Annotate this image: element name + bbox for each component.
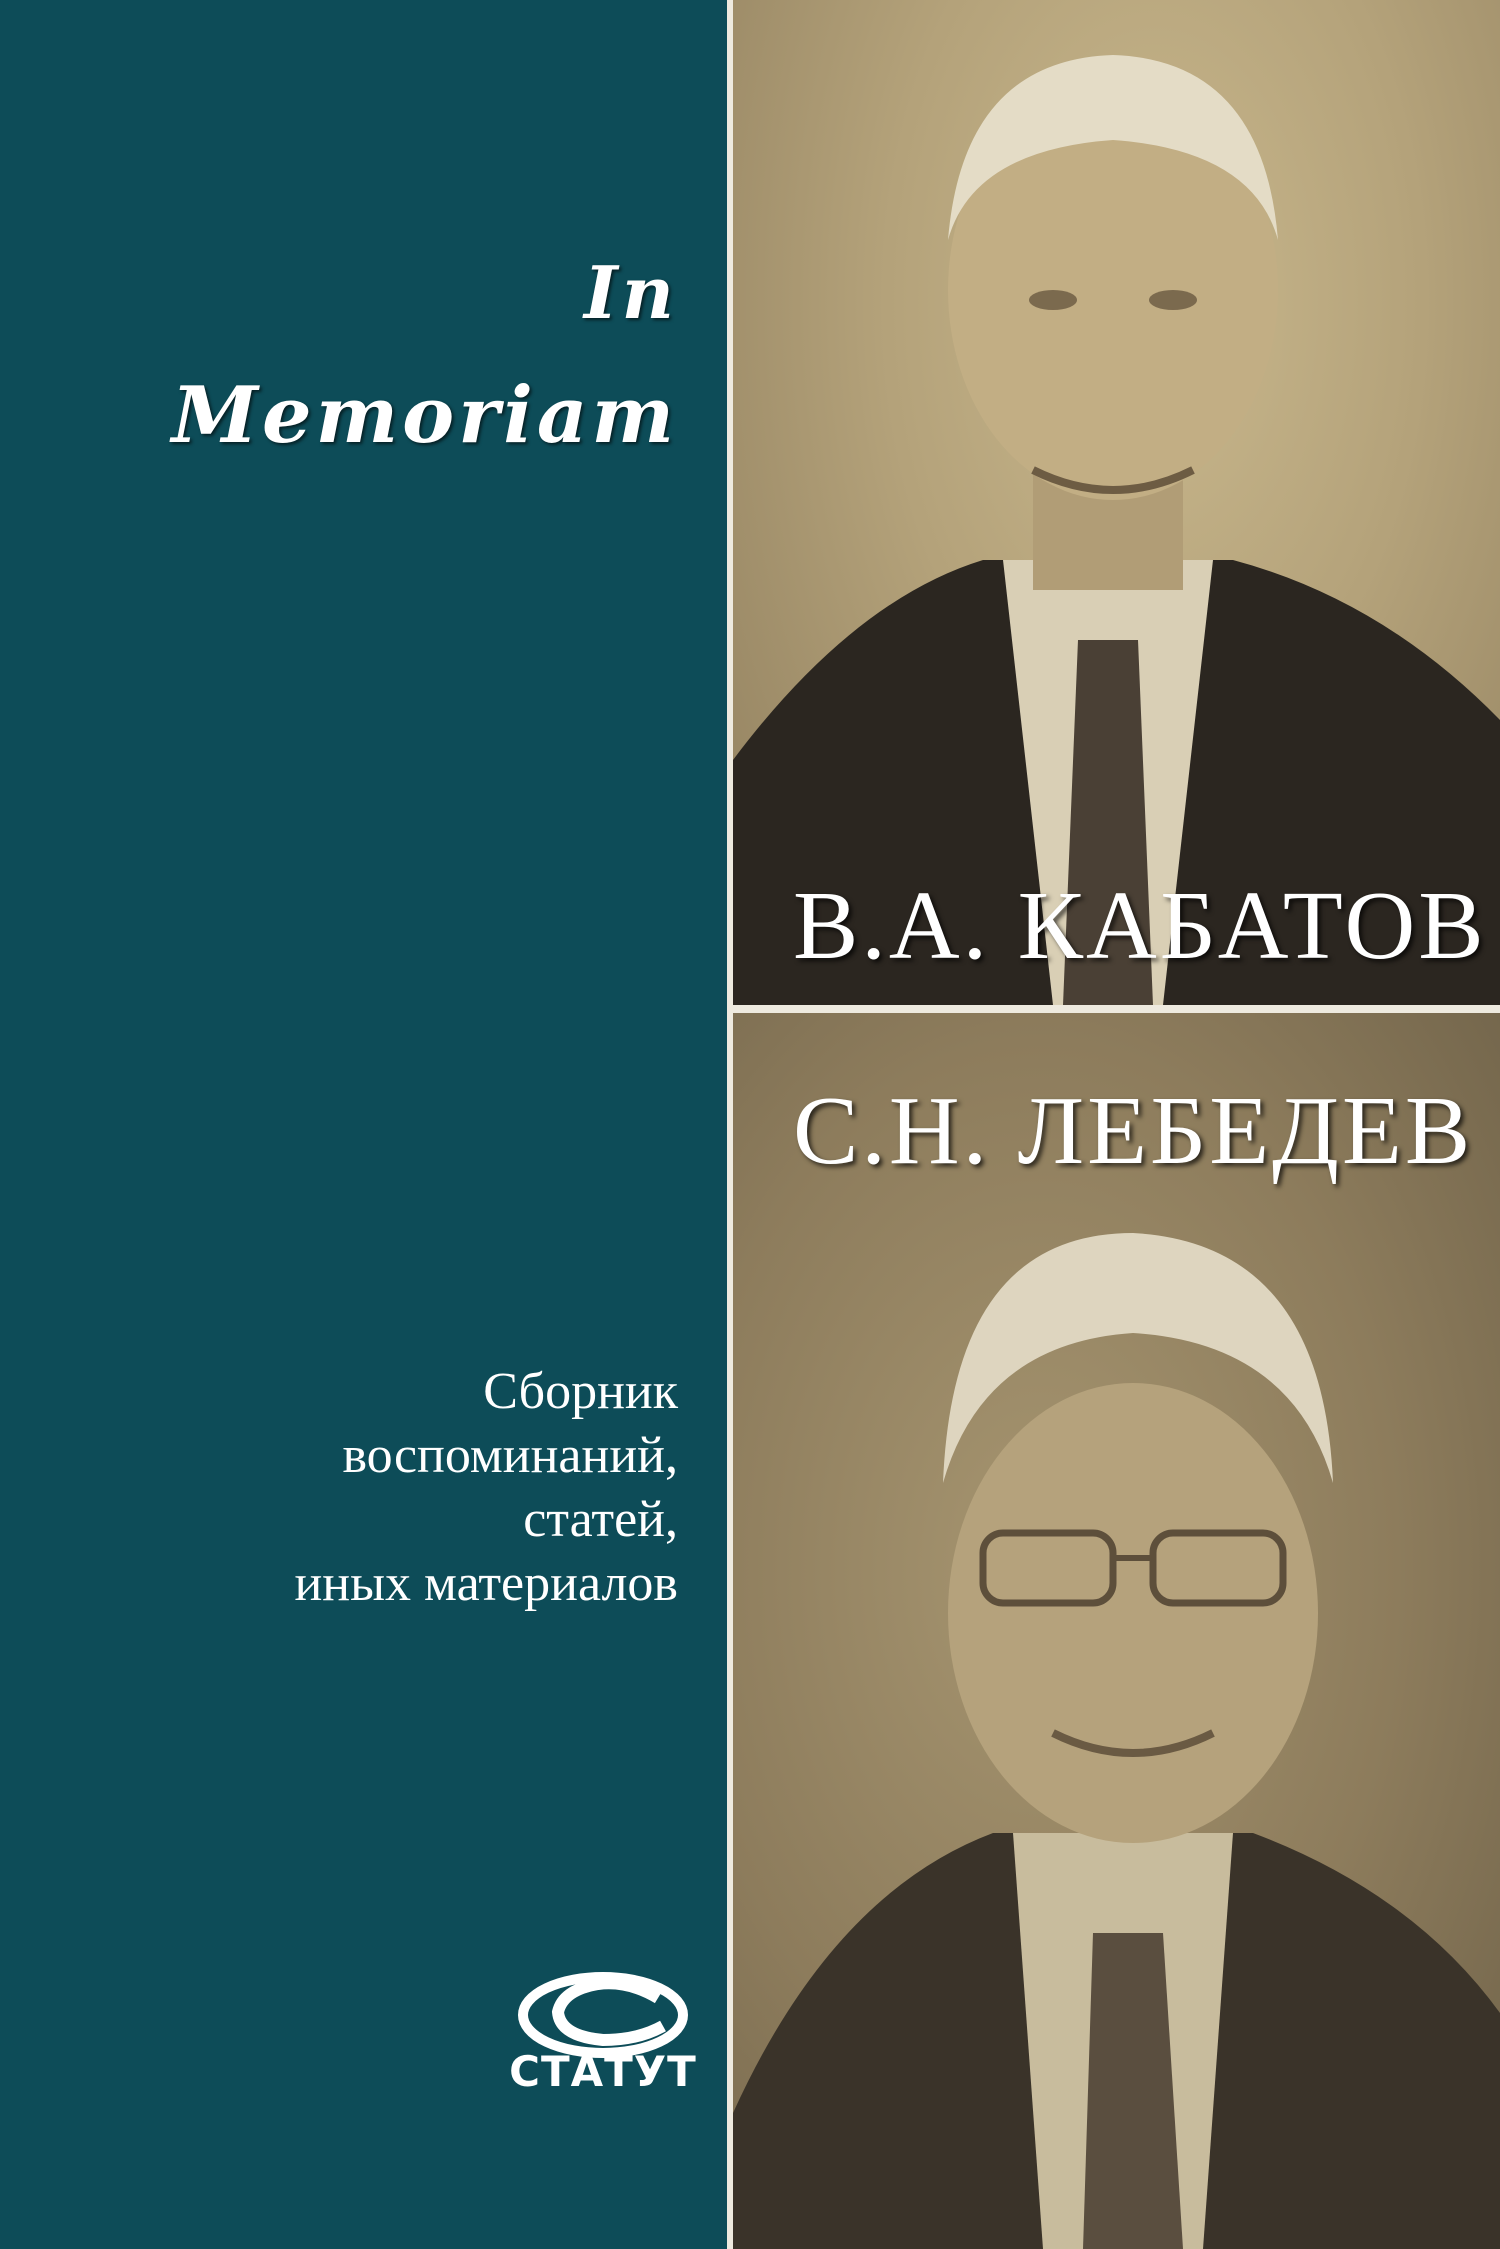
cover-left-panel xyxy=(0,0,727,2249)
portrait-photo-kabatov xyxy=(733,0,1500,1005)
publisher-name: СТАТУТ xyxy=(509,2047,697,2096)
publisher-logo-icon xyxy=(508,1960,698,2120)
portrait-lebedev-image xyxy=(733,1013,1500,2249)
subtitle-line: статей, xyxy=(523,1491,678,1548)
subtitle-line: воспоминаний, xyxy=(342,1427,678,1484)
series-title-in: In xyxy=(583,250,678,335)
author-name-kabatov: В.А. КАБАТОВ xyxy=(793,872,1487,980)
portrait-photo-lebedev xyxy=(733,1013,1500,2249)
author-name-lebedev: С.Н. ЛЕБЕДЕВ xyxy=(793,1077,1474,1185)
horizontal-divider xyxy=(733,1005,1500,1013)
series-title-memoriam: Memoriam xyxy=(171,370,678,461)
book-subtitle xyxy=(294,1360,678,1616)
subtitle-line: Сборник xyxy=(483,1363,678,1420)
subtitle-line: иных материалов xyxy=(294,1555,678,1612)
portrait-kabatov-image xyxy=(733,0,1500,1005)
